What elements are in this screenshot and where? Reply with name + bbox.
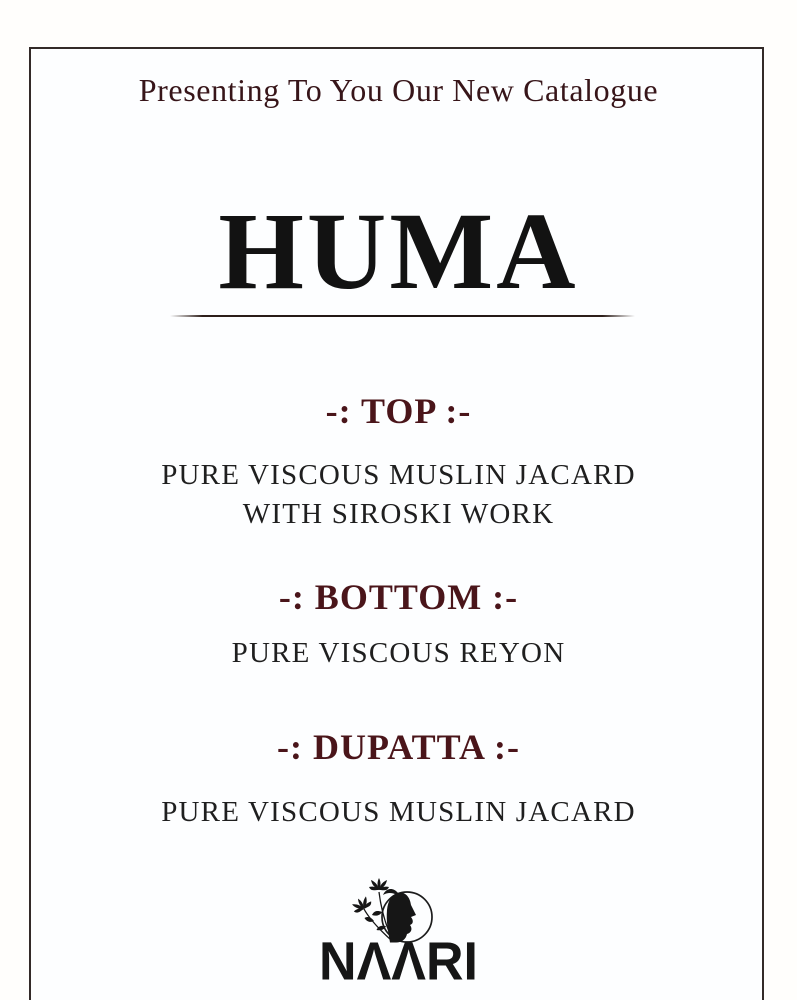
section-dupatta-fabric-line: PURE VISCOUS MUSLIN JACARD	[161, 796, 636, 828]
section-heading-bottom: -: BOTTOM :-	[278, 577, 519, 617]
section-heading-top: -: TOP :-	[325, 391, 472, 431]
section-heading-dupatta: -: DUPATTA :-	[277, 727, 520, 767]
title-underline-rule	[170, 315, 635, 317]
catalogue-title: HUMA	[218, 190, 579, 312]
brand-wordmark: NΛΛRI	[319, 932, 478, 992]
section-bottom-fabric-line: PURE VISCOUS REYON	[231, 637, 566, 669]
section-top-fabric-line-1: PURE VISCOUS MUSLIN JACARD	[161, 459, 636, 491]
headline-text: Presenting To You Our New Catalogue	[138, 72, 659, 108]
section-top-fabric-line-2: WITH SIROSKI WORK	[242, 498, 555, 530]
